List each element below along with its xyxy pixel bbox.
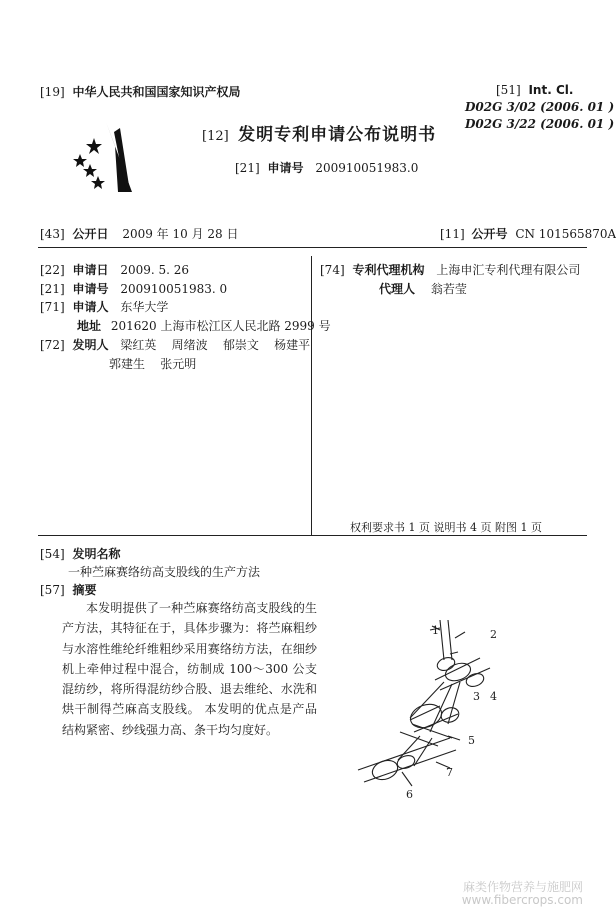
fig-label-7: 7 [446, 766, 453, 779]
spinning-diagram [340, 620, 500, 810]
inventors-continued: 郭建生 张元明 [109, 357, 197, 371]
int-cl: [51] Int. Cl. [496, 83, 574, 97]
inventors: [72] 发明人 梁红英 周绪波 郁崇文 杨建平 [40, 338, 311, 352]
header-app-no: [21] 申请号 200910051983.0 [235, 161, 419, 175]
publication-number: [11] 公开号 CN 101565870A [440, 227, 616, 241]
rule-top [38, 247, 587, 248]
fig-label-5: 5 [468, 734, 475, 747]
ipc-class-1: D02G 3/02 (2006. 01 ) [465, 100, 615, 114]
rule-column-divider [311, 256, 312, 535]
publication-date: [43] 公开日 2009 年 10 月 28 日 [40, 227, 239, 241]
patent-agency: [74] 专利代理机构 上海申汇专利代理有限公司 [320, 263, 581, 277]
invention-title: 一种苎麻赛络纺高支股线的生产方法 [68, 565, 261, 579]
applicant: [71] 申请人 东华大学 [40, 300, 169, 314]
fig-label-1: 1 [432, 624, 439, 637]
watermark-site-name: 麻类作物营养与施肥网 [462, 880, 583, 894]
filing-date: [22] 申请日 2009. 5. 26 [40, 263, 190, 277]
abstract-text: 本发明提供了一种苎麻赛络纺高支股线的生产方法，其特征在于，具体步骤为：将苎麻粗纱与水溶性维纶纤维粗纱采用赛络纺方法，在细纱机上牵伸过程中混合，纺制成 100～300 公支混纺纱，将所得混纺纱合股、退去维纶、水洗和烘干制得苎麻高支股线。 本发明的优点是产品结构紧密、纱线强力高、条干均匀度好。 [62, 601, 317, 737]
fig-label-2: 2 [490, 628, 497, 641]
fig-label-3: 3 [473, 690, 480, 703]
ipc-class-2: D02G 3/22 (2006. 01 ) [465, 117, 615, 131]
rule-bottom [38, 535, 587, 536]
watermark-url: www.fibercrops.com [461, 893, 583, 907]
patent-agent: 代理人 翁若莹 [379, 282, 467, 296]
abstract-label: [57] 摘要 [40, 583, 97, 597]
fig-label-6: 6 [406, 788, 413, 801]
doc-type: [12] 发明专利申请公布说明书 [202, 125, 437, 145]
invention-title-label: [54] 发明名称 [40, 547, 121, 561]
roving-1-line [440, 620, 444, 660]
sipo-logo [72, 118, 162, 196]
address: 地址 201620 上海市松江区人民北路 2999 号 [77, 319, 331, 333]
pages-summary: 权利要求书 1 页 说明书 4 页 附图 1 页 [350, 521, 542, 534]
application-number: [21] 申请号 200910051983. 0 [40, 282, 228, 296]
header-office: [19] 中华人民共和国国家知识产权局 [40, 85, 241, 99]
fig-label-4: 4 [490, 690, 497, 703]
